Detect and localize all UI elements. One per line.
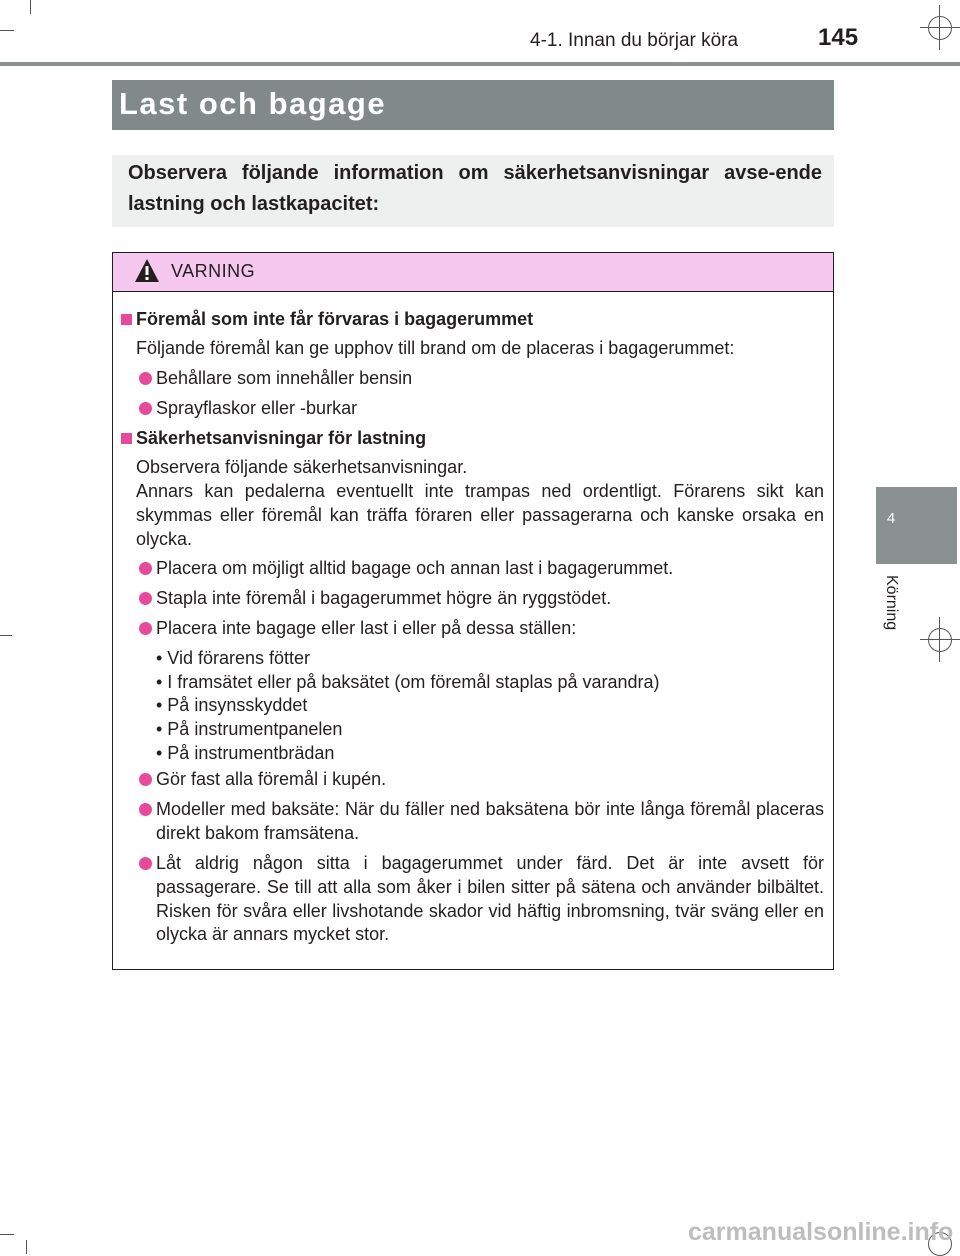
crop-mark — [939, 5, 940, 50]
list-bullet — [139, 622, 152, 635]
list-item: Modeller med baksäte: När du fäller ned baksätena bör inte långa föremål placeras direkt bakom framsätena. — [156, 799, 824, 843]
list-bullet — [139, 857, 152, 870]
crop-mark — [0, 635, 12, 636]
list-item: Behållare som innehåller bensin — [156, 368, 413, 388]
list-item: Sprayflaskor eller -burkar — [156, 398, 358, 418]
section-title: Last och bagage — [119, 86, 387, 121]
sub-list-item: • I framsätet eller på baksätet (om föremål staplas på varandra) — [156, 672, 660, 692]
crop-mark — [920, 27, 960, 28]
sub-list-item: • På insynsskyddet — [156, 695, 308, 715]
crop-mark — [0, 30, 14, 31]
list-item: Stapla inte föremål i bagagerummet högre än ryggstödet. — [156, 588, 612, 608]
list-item: Placera om möjligt alltid bagage och annan last i bagagerummet. — [156, 558, 674, 578]
registration-mark — [928, 16, 952, 40]
warning-label: VARNING — [171, 261, 256, 281]
list-bullet — [139, 592, 152, 605]
crop-mark — [26, 1240, 27, 1254]
sub-list-item: • På instrumentbrädan — [156, 743, 335, 763]
crop-mark — [0, 1234, 14, 1235]
section-bullet — [121, 314, 132, 325]
warning-text: Observera följande säkerhetsanvisningar. — [136, 457, 468, 477]
list-bullet — [139, 402, 152, 415]
sub-list-item: • På instrumentpanelen — [156, 719, 343, 739]
list-bullet — [139, 773, 152, 786]
sub-list-item: • Vid förarens fötter — [156, 648, 311, 668]
list-item: Gör fast alla föremål i kupén. — [156, 769, 387, 789]
warning-triangle-icon — [134, 258, 160, 288]
list-item: Låt aldrig någon sitta i bagagerummet under färd. Det är inte avsett för passagerare. Se till att alla som åker i bilen sitter på sätena och använder bilbältet. Risken för svåra eller livshotande skador vid häftig inbromsning, tvär sväng eller en olycka är annars mycket stor. — [156, 853, 824, 945]
warning-heading: Säkerhetsanvisningar för lastning — [136, 428, 427, 448]
warning-text: Annars kan pedalerna eventuellt inte trampas ned ordentligt. Förarens sikt kan skymmas eller föremål kan träffa föraren eller passagerarna och kanske orsaka en olycka. — [136, 481, 824, 549]
crop-mark — [30, 0, 31, 14]
warning-heading: Föremål som inte får förvaras i bagagerummet — [136, 309, 534, 329]
chapter-tab-number: 4 — [886, 510, 896, 527]
chapter-tab-label: Körning — [883, 575, 900, 631]
crop-mark — [920, 639, 960, 640]
page-number: 145 — [818, 24, 859, 51]
list-bullet — [139, 372, 152, 385]
list-item: Placera inte bagage eller last i eller på dessa ställen: — [156, 618, 577, 638]
list-bullet — [139, 803, 152, 816]
watermark-logo: carmanualsonline.info — [688, 1218, 954, 1246]
chapter-title: 4-1. Innan du börjar köra — [530, 30, 739, 51]
registration-mark — [928, 628, 952, 652]
crop-mark — [939, 617, 940, 662]
section-bullet — [121, 433, 132, 444]
warning-text: Följande föremål kan ge upphov till brand om de placeras i bagagerummet: — [136, 338, 735, 358]
intro-text: Observera följande information om säkerhetsanvisningar avse-ende lastning och lastkapacitet: — [128, 162, 822, 215]
header-rule — [0, 62, 960, 66]
list-bullet — [139, 562, 152, 575]
